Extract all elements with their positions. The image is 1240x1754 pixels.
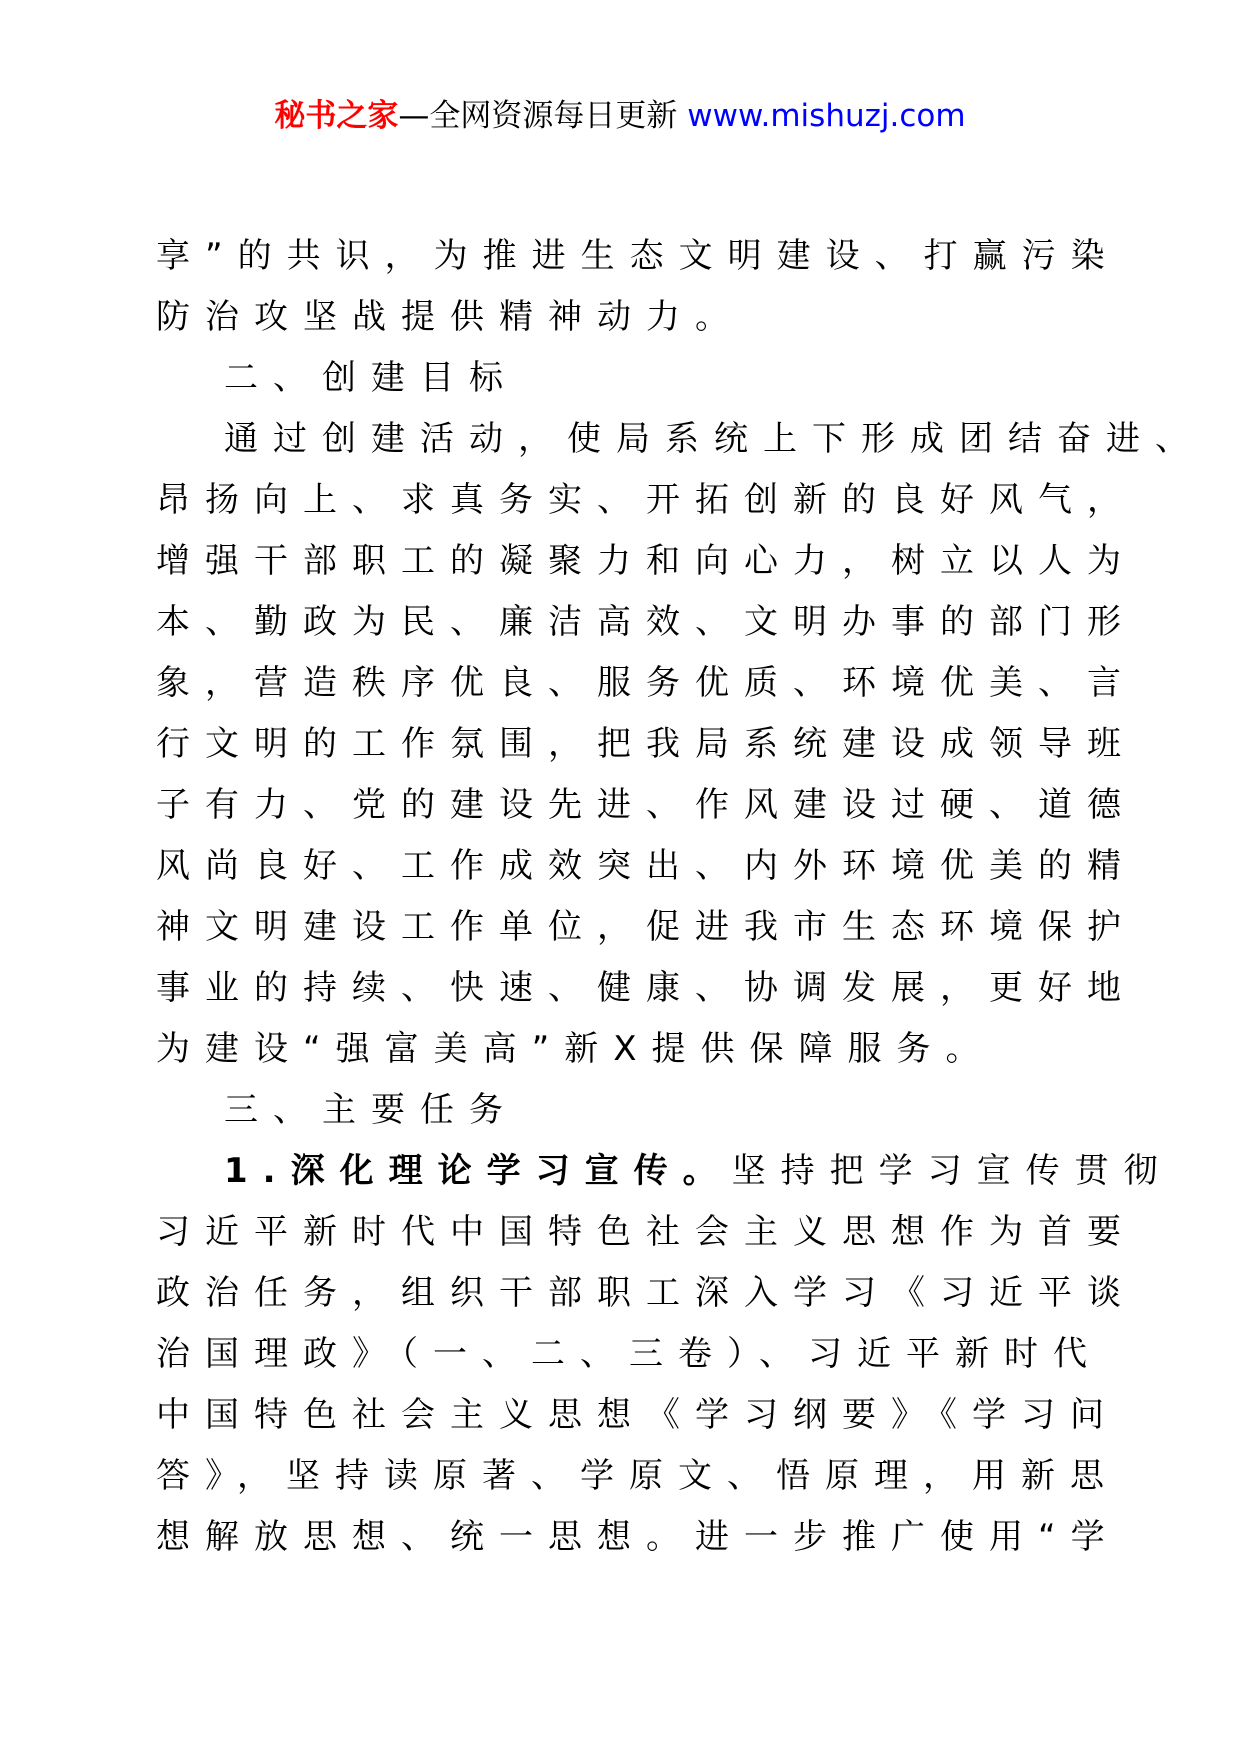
section-heading: 三、主要任务 — [224, 1090, 518, 1130]
text-line: 通过创建活动，使局系统上下形成团结奋进、 — [224, 419, 1204, 459]
watermark-header — [0, 96, 1240, 136]
brand-name: 秘书之家 — [274, 98, 399, 134]
text-line: 行文明的工作氛围，把我局系统建设成领导班 — [156, 724, 1136, 764]
text-line: 昂扬向上、求真务实、开拓创新的良好风气， — [156, 480, 1136, 520]
document-body — [156, 226, 1204, 1568]
task-title: 1.深化理论学习宣传。 — [224, 1151, 732, 1191]
header-tagline: —全网资源每日更新 — [398, 98, 688, 134]
task-text: 坚持把学习宣传贯彻 — [731, 1151, 1173, 1191]
section-heading: 二、创建目标 — [224, 358, 518, 398]
text-line: 防治攻坚战提供精神动力。 — [156, 297, 744, 337]
text-line: 象，营造秩序优良、服务优质、环境优美、言 — [156, 663, 1136, 703]
text-line: 事业的持续、快速、健康、协调发展，更好地 — [156, 968, 1136, 1008]
site-url[interactable]: www.mishuzj.com — [687, 98, 966, 134]
text-line: 想解放思想、统一思想。进一步推广使用“学 — [156, 1517, 1120, 1557]
text-line: 为建设“强富美高”新X提供保障服务。 — [156, 1029, 995, 1069]
text-line: 子有力、党的建设先进、作风建设过硬、道德 — [156, 785, 1136, 825]
text-line: 中国特色社会主义思想《学习纲要》《学习问 — [156, 1395, 1119, 1435]
text-line: 增强干部职工的凝聚力和向心力，树立以人为 — [156, 541, 1136, 581]
text-line: 治国理政》（一、二、三卷）、习近平新时代 — [156, 1334, 1102, 1374]
text-line: 享”的共识，为推进生态文明建设、打赢污染 — [156, 236, 1120, 276]
text-line: 神文明建设工作单位，促进我市生态环境保护 — [156, 907, 1136, 947]
text-line: 风尚良好、工作成效突出、内外环境优美的精 — [156, 846, 1136, 886]
text-line: 本、勤政为民、廉洁高效、文明办事的部门形 — [156, 602, 1136, 642]
text-line: 答》，坚持读原著、学原文、悟原理，用新思 — [156, 1456, 1119, 1496]
task-line — [156, 1141, 1173, 1202]
text-line: 政治任务，组织干部职工深入学习《习近平谈 — [156, 1273, 1136, 1313]
text-line: 习近平新时代中国特色社会主义思想作为首要 — [156, 1212, 1136, 1252]
